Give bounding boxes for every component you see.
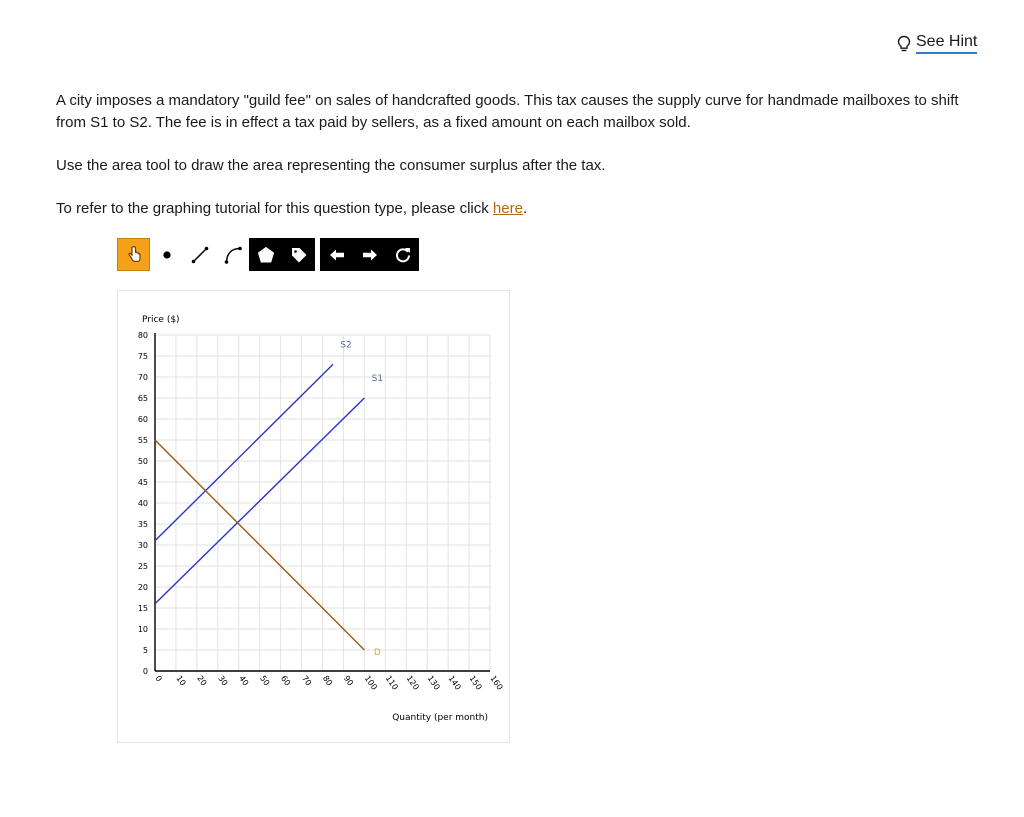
y-tick-label: 5 [142,646,148,655]
polygon-icon [256,245,276,265]
x-tick-label: 100 [362,673,379,692]
x-tick-label: 120 [404,673,421,692]
x-tick-label: 90 [341,673,356,688]
y-tick-label: 70 [137,373,148,382]
graph-area[interactable] [117,290,510,743]
x-tick-label: 50 [258,673,272,688]
x-tick-label: 140 [446,673,463,692]
reset-button[interactable] [386,238,419,271]
point-icon [157,245,177,265]
x-tick-label: 160 [488,673,505,692]
line-icon [190,245,210,265]
redo-button[interactable] [353,238,386,271]
y-tick-label: 15 [137,604,148,613]
prompt-paragraph-3 [56,198,986,220]
tutorial-link[interactable]: here [492,200,523,217]
lightbulb-icon [896,35,912,53]
x-tick-label: 110 [383,673,400,692]
prompt-paragraph-1: A city imposes a mandatory "guild fee" on sales of handcrafted goods. This tax causes the supply curve for handmade mailboxes to shift from S1 to S2. The fee is in effect a tax paid by sellers, as a fixed amount on each mailbox sold. [56,92,959,131]
question-prompt [56,90,986,241]
x-tick-label: 20 [195,673,209,688]
y-tick-label: 35 [137,520,148,529]
x-tick-label: 0 [153,673,164,684]
x-axis-title: Quantity (per month) [392,713,488,723]
reset-icon [393,245,413,265]
prompt-paragraph-3-end: . [522,200,528,217]
x-tick-label: 60 [278,673,293,688]
x-tick-label: 70 [299,673,314,688]
y-tick-label: 55 [137,436,148,445]
pan-tool-button[interactable] [117,238,150,271]
hand-pointer-icon [124,245,144,265]
y-tick-label: 10 [137,625,148,634]
x-tick-label: 150 [467,673,484,692]
undo-icon [327,245,347,265]
polygon-tool-button[interactable] [249,238,282,271]
y-tick-label: 45 [137,478,148,487]
x-tick-label: 30 [216,673,230,688]
curve-label-s1: S1 [371,374,384,384]
x-tick-label: 40 [237,673,251,688]
y-tick-label: 0 [142,667,148,676]
curve-label-d: D [373,648,381,658]
curve-s2 [155,364,333,540]
x-tick-label: 130 [425,673,442,692]
tag-icon [289,245,309,265]
prompt-paragraph-3-text: To refer to the graphing tutorial for this question type, please click [56,200,493,217]
y-tick-label: 80 [137,331,148,340]
see-hint-button[interactable] [896,33,977,54]
y-tick-label: 65 [137,394,148,403]
prompt-paragraph-2: Use the area tool to draw the area representing the consumer surplus after the tax. [56,157,606,174]
graph-toolbar [117,238,419,271]
line-tool-button[interactable] [183,238,216,271]
undo-button[interactable] [320,238,353,271]
y-tick-label: 30 [137,541,148,550]
x-tick-label: 10 [174,673,188,688]
redo-icon [360,245,380,265]
y-tick-label: 60 [137,415,148,424]
y-tick-label: 50 [137,457,148,466]
y-tick-label: 40 [137,499,148,508]
see-hint-label: See Hint [916,33,977,54]
supply-demand-chart [118,291,511,744]
curve-label-s2: S2 [340,340,352,351]
curve-icon [223,245,243,265]
curve-tool-button[interactable] [216,238,249,271]
y-tick-label: 20 [137,583,148,592]
x-tick-label: 80 [320,673,335,688]
label-tool-button[interactable] [282,238,315,271]
y-tick-label: 25 [137,562,148,571]
y-axis-title: Price ($) [142,315,180,325]
point-tool-button[interactable] [150,238,183,271]
y-tick-label: 75 [137,352,148,361]
